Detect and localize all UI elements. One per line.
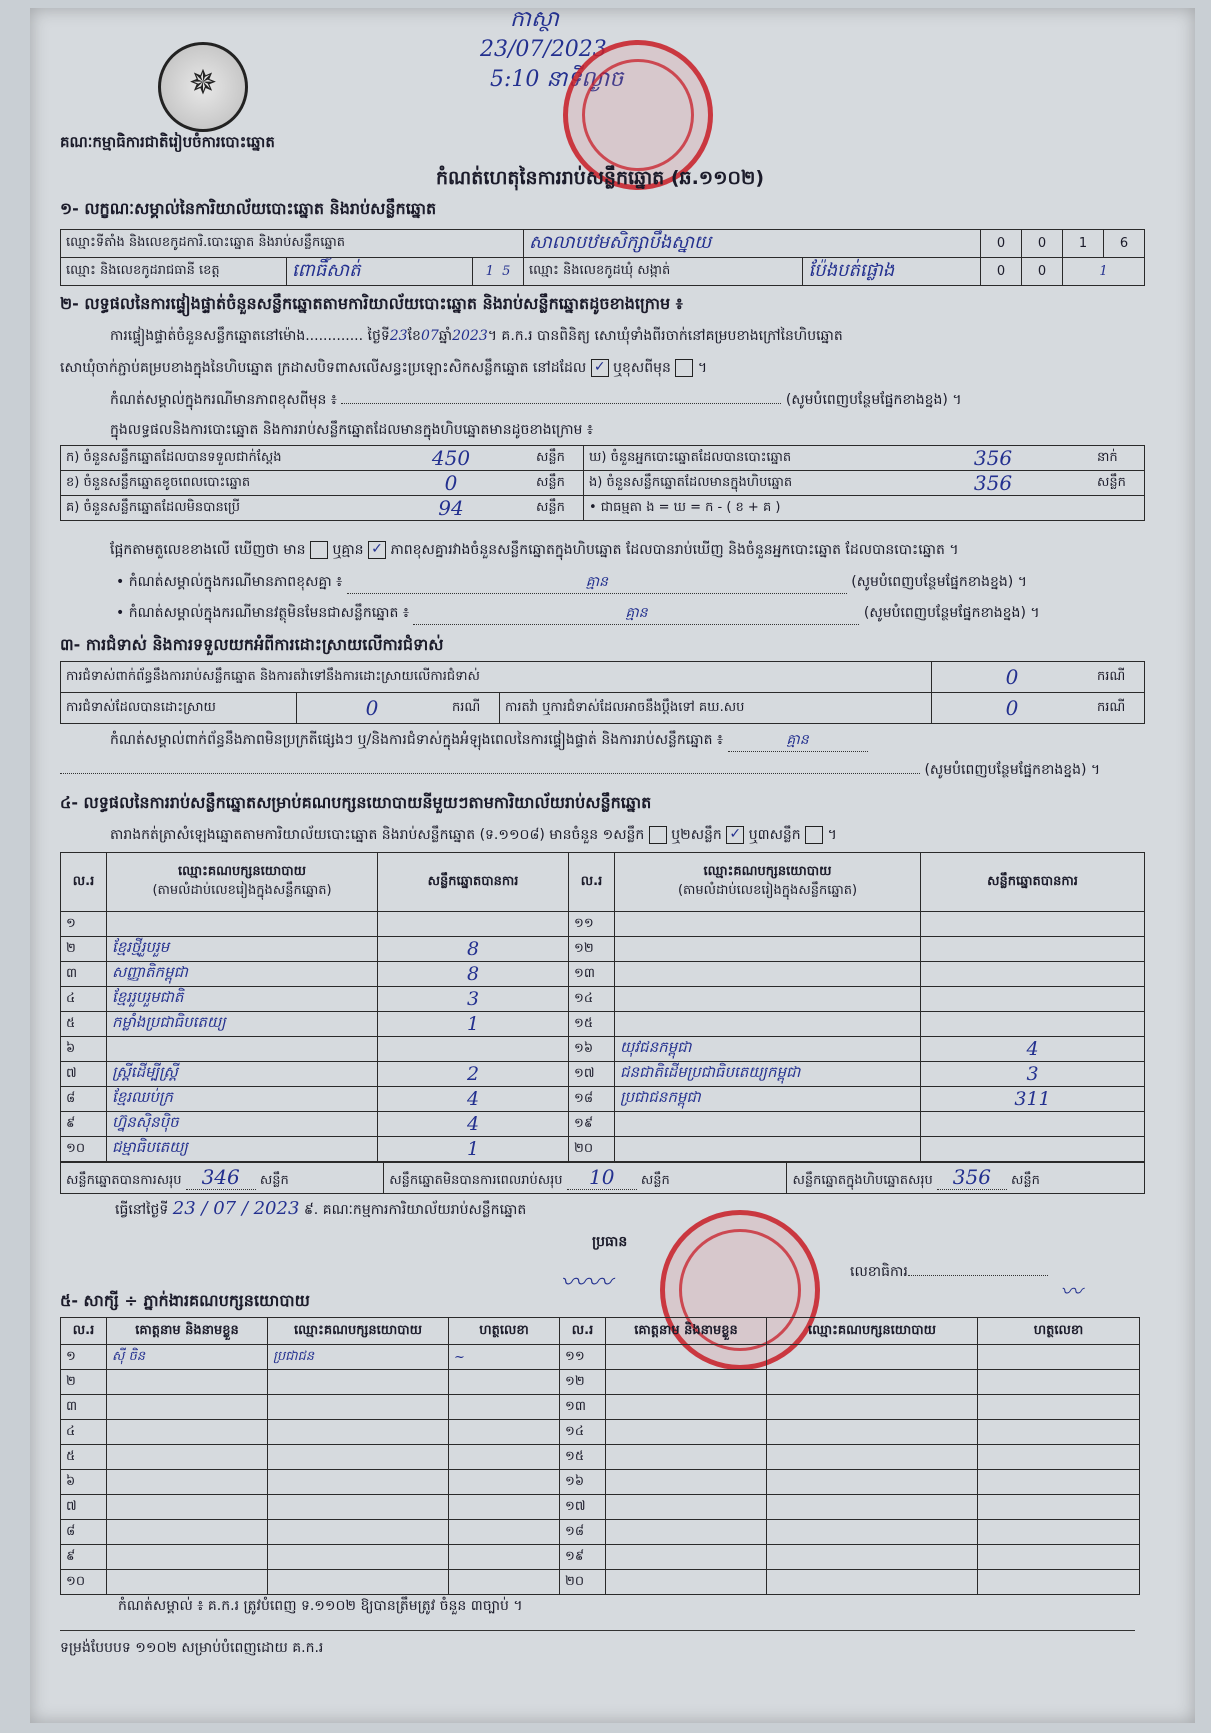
witness-party	[767, 1520, 978, 1545]
commune-value: ប៉ែងបត់ផ្លោង	[803, 258, 981, 286]
handwritten-note: កាស្ថា 23/07/2023 5:10 នាទីល្ងាច	[480, 7, 624, 92]
signing-date: ធ្វើនៅថ្ងៃទី 23 / 07 / 2023 ៩. គណៈកម្មការការិយាល័យរាប់សន្លឹកឆ្នោត	[115, 1198, 527, 1219]
col-no: ល.រ	[61, 853, 107, 912]
row-no: ១៦	[569, 1037, 615, 1062]
row-no: ១៣	[560, 1395, 606, 1420]
row-no: ១៧	[569, 1062, 615, 1087]
witness-name	[107, 1470, 268, 1495]
resolved-label: ការជំទាស់ដែលបានដោះស្រាយ	[61, 693, 297, 724]
province-value: ពោធិ៍សាត់	[287, 258, 473, 286]
col-party: ឈ្មោះគណបក្សនយោបាយ (តាមលំដាប់លេខរៀងក្នុងសន្លឹកឆ្នោត)	[615, 853, 921, 912]
witness-party	[767, 1420, 978, 1445]
vote-count	[921, 937, 1145, 962]
witness-name	[107, 1570, 268, 1595]
witness-signature	[978, 1470, 1140, 1495]
row-no: ៦	[61, 1470, 107, 1495]
witness-signature	[449, 1420, 560, 1445]
party-name: ស្ត្រីដើម្បីស្ត្រី	[107, 1062, 378, 1087]
footnote: កំណត់សម្គាល់ ៖ គ.ក.រ ត្រូវបំពេញ ទ.១១០២ ឱ្យបានត្រឹមត្រូវ ចំនួន ៣ច្បាប់ ។	[118, 1598, 523, 1614]
row-no: ២០	[569, 1137, 615, 1162]
witness-name	[606, 1445, 767, 1470]
count-value: 94	[371, 496, 531, 521]
witness-signature	[449, 1520, 560, 1545]
col-name: គោត្តនាម និងនាមខ្លួន	[606, 1318, 767, 1345]
vote-count: 1	[378, 1012, 569, 1037]
count-value: 0	[371, 471, 531, 496]
witness-party	[268, 1545, 449, 1570]
count-label: ខ) ចំនួនសន្លឹកឆ្នោតខូចពេលបោះឆ្នោត	[61, 471, 372, 496]
witness-signature: ~	[449, 1345, 560, 1370]
witness-party	[767, 1445, 978, 1470]
row-no: ១៥	[560, 1445, 606, 1470]
row-no: ១១	[569, 912, 615, 937]
row-no: ១៧	[560, 1495, 606, 1520]
row-no: ១៩	[560, 1545, 606, 1570]
row-no: ៧	[61, 1495, 107, 1520]
witness-name	[606, 1395, 767, 1420]
table-row	[61, 1545, 1140, 1570]
row-no: ១៥	[569, 1012, 615, 1037]
table-row	[61, 1445, 1140, 1470]
party-results-table	[60, 852, 1145, 1162]
foreign-object-note: • កំណត់សម្គាល់ក្នុងករណីមានវត្ថុមិនមែនជាសន្លឹកឆ្នោត ៖ គ្មាន (សូមបំពេញបន្ថែមផ្នែកខាងខ្នង) ។	[116, 603, 1146, 625]
witness-signature	[978, 1345, 1140, 1370]
party-name: ហ្វ៊ុនស៊ិនប៉ិច	[107, 1112, 378, 1137]
two-sheets-checkbox: ✓	[726, 826, 744, 844]
witness-party	[268, 1420, 449, 1445]
party-name: ខ្មែររួបរួមជាតិ	[107, 987, 378, 1012]
commune-code-digit: 0	[981, 258, 1022, 286]
witness-signature	[978, 1370, 1140, 1395]
witness-name: ស៊ី ចិន	[107, 1345, 268, 1370]
table-row	[61, 962, 1145, 987]
table-row	[61, 1470, 1140, 1495]
witness-party	[767, 1370, 978, 1395]
count-unit: សន្លឹក	[531, 471, 584, 496]
table-row	[61, 937, 1145, 962]
witness-name	[606, 1545, 767, 1570]
party-name: សញ្ញាតិកម្ពុជា	[107, 962, 378, 987]
witness-name	[107, 1495, 268, 1520]
appeal-unit: ករណី	[1092, 693, 1145, 724]
col-no: ល.រ	[560, 1318, 606, 1345]
row-no: ២	[61, 1370, 107, 1395]
party-name: ជនជាតិដើមប្រជាធិបតេយ្យកម្ពុជា	[615, 1062, 921, 1087]
station-name-value: សាលាបឋមសិក្សាបឹងស្នាយ	[524, 230, 981, 258]
vote-count: 8	[378, 937, 569, 962]
party-name	[615, 912, 921, 937]
note-difference: កំណត់សម្គាល់ក្នុងករណីមានភាពខុសពីមុន ៖ (សូមបំពេញបន្ថែមផ្នែកខាងខ្នង) ។	[110, 392, 962, 408]
vote-count: 3	[921, 1062, 1145, 1087]
appeal-count: 0	[932, 693, 1093, 724]
tally-sheet-count: តារាងកត់ត្រាសំឡេងឆ្នោតតាមការិយាល័យបោះឆ្នោត និងរាប់សន្លឹកឆ្នោត (ទ.១១០៨) មានចំនួន ១សន្លឹក ឬ២សន្លឹក ✓ ឬ៣សន្លឹក ។	[110, 826, 837, 843]
col-no: ល.រ	[569, 853, 615, 912]
vote-count	[921, 1112, 1145, 1137]
witness-signature	[978, 1395, 1140, 1420]
witness-signature	[449, 1495, 560, 1520]
witness-party	[767, 1470, 978, 1495]
col-votes: សន្លឹកឆ្នោតបានការ	[921, 853, 1145, 912]
footer-divider	[60, 1630, 1135, 1631]
three-sheets-checkbox	[805, 826, 823, 844]
witness-name	[606, 1520, 767, 1545]
vote-count: 8	[378, 962, 569, 987]
row-no: ៩	[61, 1112, 107, 1137]
objection-table	[60, 661, 1145, 724]
verification-paragraph: ការផ្ទៀងផ្ទាត់ចំនួនសន្លឹកឆ្នោតនៅម៉ោង............. ថ្ងៃទី23ខែ07ឆ្នាំ2023។ គ.ក.រ បានពិនិត្យ សោឃុំទាំងពីរចាក់នៅគម្របខាងក្រៅនៃហិបឆ្នោត	[110, 328, 843, 344]
unchanged-checkbox: ✓	[591, 359, 609, 377]
table-row	[61, 1112, 1145, 1137]
table-row	[61, 1420, 1140, 1445]
vote-count: 1	[378, 1137, 569, 1162]
vote-count	[921, 912, 1145, 937]
table-row	[61, 1395, 1140, 1420]
party-name	[615, 987, 921, 1012]
witness-name	[107, 1545, 268, 1570]
witness-signature	[449, 1370, 560, 1395]
commune-label: ឈ្មោះ និងលេខកូដឃុំ សង្កាត់	[524, 258, 803, 286]
row-no: ១១	[560, 1345, 606, 1370]
row-no: ៥	[61, 1445, 107, 1470]
appeal-label: ការតវ៉ា ឬការជំទាស់ដែលអាចនឹងប្តឹងទៅ គឃ.សប	[500, 693, 932, 724]
count-unit: សន្លឹក	[1092, 471, 1145, 496]
count-value: 450	[371, 446, 531, 471]
objection-unit: ករណី	[1092, 662, 1145, 693]
commune-code-digit: 0	[1022, 258, 1063, 286]
witness-signature	[978, 1545, 1140, 1570]
one-sheet-checkbox	[649, 826, 667, 844]
changed-checkbox	[675, 359, 693, 377]
irregularity-note: កំណត់សម្គាល់ពាក់ព័ន្ធនឹងភាពមិនប្រក្រតីផ្សេងៗ ឬ/និងការជំទាស់ក្នុងអំឡុងពេលនៃការផ្ទៀងផ្ទាត់ និងការរាប់សន្លឹកឆ្នោត ៖ គ្មាន	[110, 730, 1150, 752]
witness-name	[107, 1520, 268, 1545]
station-code-digit: 1	[1063, 230, 1104, 258]
section1-heading: ១- លក្ខណៈសម្គាល់នៃការិយាល័យបោះឆ្នោត និងរាប់សន្លឹកឆ្នោត	[60, 199, 437, 218]
witness-name	[606, 1570, 767, 1595]
counting-intro: ក្នុងលទ្ធផលនិងការបោះឆ្នោត និងការរាប់សន្លឹកឆ្នោតដែលមានក្នុងហិបឆ្នោតមានដូចខាងក្រោម ៖	[110, 422, 594, 438]
row-no: ១២	[569, 937, 615, 962]
row-no: ៩	[61, 1545, 107, 1570]
table-row	[61, 1370, 1140, 1395]
row-no: ១	[61, 1345, 107, 1370]
witness-party	[268, 1470, 449, 1495]
witness-party	[268, 1495, 449, 1520]
station-info-table	[60, 229, 1145, 286]
witness-party	[268, 1520, 449, 1545]
col-party: ឈ្មោះគណបក្សនយោបាយ	[268, 1318, 449, 1345]
count-label: ក) ចំនួនសន្លឹកឆ្នោតដែលបានទទួលជាក់ស្តែង	[61, 446, 372, 471]
vote-count: 2	[378, 1062, 569, 1087]
witness-name	[107, 1395, 268, 1420]
col-name: គោត្តនាម និងនាមខ្លួន	[107, 1318, 268, 1345]
witness-name	[107, 1445, 268, 1470]
witness-party	[268, 1570, 449, 1595]
station-code-digit: 0	[1022, 230, 1063, 258]
vote-count	[921, 962, 1145, 987]
table-row	[61, 1062, 1145, 1087]
party-name	[615, 1137, 921, 1162]
party-name	[615, 1012, 921, 1037]
witness-party	[268, 1445, 449, 1470]
count-value: 356	[894, 471, 1092, 496]
vote-count: 3	[378, 987, 569, 1012]
col-votes: សន្លឹកឆ្នោតបានការ	[378, 853, 569, 912]
total-in-box: សន្លឹកឆ្នោតក្នុងហិបឆ្នោតសរុប 356 សន្លឹក	[787, 1163, 1145, 1194]
vote-count: 4	[378, 1087, 569, 1112]
witness-signature	[978, 1495, 1140, 1520]
party-name	[615, 1112, 921, 1137]
table-row	[61, 1570, 1140, 1595]
witness-party	[767, 1570, 978, 1595]
table-row	[61, 987, 1145, 1012]
witness-name	[606, 1370, 767, 1395]
count-label: គ) ចំនួនសន្លឹកឆ្នោតដែលមិនបានប្រើ	[61, 496, 372, 521]
party-name	[107, 912, 378, 937]
section5-heading: ៥- សាក្សី ÷ ភ្នាក់ងារគណបក្សនយោបាយ	[60, 1291, 310, 1310]
total-invalid: សន្លឹកឆ្នោតមិនបានការពេលរាប់សរុប 10 សន្លឹក	[384, 1163, 787, 1194]
party-name: ជម្មាធិបតេយ្យ	[107, 1137, 378, 1162]
witness-name	[606, 1420, 767, 1445]
row-no: ១០	[61, 1137, 107, 1162]
chairperson-label: ប្រធាន	[592, 1234, 628, 1250]
irregularity-note-cont: (សូមបំពេញបន្ថែមផ្នែកខាងខ្នង) ។	[60, 760, 1150, 781]
resolved-count: 0	[297, 693, 448, 724]
witness-name	[107, 1420, 268, 1445]
witness-signature	[978, 1420, 1140, 1445]
row-no: ៣	[61, 1395, 107, 1420]
count-value: 356	[894, 446, 1092, 471]
witness-party	[767, 1495, 978, 1520]
count-label: ឃ) ចំនួនអ្នកបោះឆ្នោតដែលបានបោះឆ្នោត	[584, 446, 895, 471]
row-no: ៧	[61, 1062, 107, 1087]
row-no: ១៨	[569, 1087, 615, 1112]
count-label: ង) ចំនួនសន្លឹកឆ្នោតដែលមានក្នុងហិបឆ្នោត	[584, 471, 895, 496]
party-name	[615, 937, 921, 962]
page-title: កំណត់ហេតុនៃការរាប់សន្លឹកឆ្នោត (ឆ.១១០២)	[436, 167, 765, 189]
table-row	[61, 912, 1145, 937]
province-label: ឈ្មោះ និងលេខកូដរាជធានី ខេត្ត	[61, 258, 287, 286]
chairperson-signature: 〰〰	[560, 1268, 613, 1298]
objection-label: ការជំទាស់ពាក់ព័ន្ធនឹងការរាប់សន្លឹកឆ្នោត និងការតវ៉ាទៅនឹងការដោះស្រាយលើការជំទាស់	[61, 662, 932, 693]
witness-signature	[449, 1545, 560, 1570]
difference-note: • កំណត់សម្គាល់ក្នុងករណីមានភាពខុសគ្នា ៖ គ្មាន (សូមបំពេញបន្ថែមផ្នែកខាងខ្នង) ។	[116, 572, 1146, 594]
party-name: ខ្មែរឈប់ក្រ	[107, 1087, 378, 1112]
witness-signature	[449, 1570, 560, 1595]
table-row	[61, 1012, 1145, 1037]
col-signature: ហត្ថលេខា	[449, 1318, 560, 1345]
row-no: ២	[61, 937, 107, 962]
seal-paragraph: សោឃុំចាក់ភ្ជាប់គម្របខាងក្នុងនៃហិបឆ្នោត ក្រដាសបិទពាសលើសន្ធះប្រឡោះសិកសន្លឹកឆ្នោត នៅដដែល ✓ ឬខុសពីមុន ។	[60, 359, 708, 376]
vote-count	[921, 987, 1145, 1012]
province-code-digit: 1 5	[473, 258, 524, 286]
row-no: ៣	[61, 962, 107, 987]
witness-table	[60, 1317, 1140, 1595]
has-difference-checkbox	[310, 541, 328, 559]
vote-count	[378, 1037, 569, 1062]
station-code-digit: 0	[981, 230, 1022, 258]
vote-count	[921, 1137, 1145, 1162]
witness-signature	[449, 1395, 560, 1420]
witness-party	[767, 1545, 978, 1570]
total-valid: សន្លឹកឆ្នោតបានការសរុប 346 សន្លឹក	[61, 1163, 384, 1194]
table-row	[61, 1137, 1145, 1162]
row-no: ៨	[61, 1087, 107, 1112]
station-code-digit: 6	[1104, 230, 1145, 258]
section2-heading: ២- លទ្ធផលនៃការផ្ទៀងផ្ទាត់ចំនួនសន្លឹកឆ្នោតតាមការិយាល័យបោះឆ្នោត និងរាប់សន្លឹកឆ្នោតដូចខាងក្រោម ៖	[60, 294, 683, 313]
resolved-unit: ករណី	[447, 693, 500, 724]
party-name: យុវជនកម្ពុជា	[615, 1037, 921, 1062]
vote-count	[378, 912, 569, 937]
party-name: ខ្មែរថ្មីរួបរួម	[107, 937, 378, 962]
vote-count: 4	[921, 1037, 1145, 1062]
col-signature: ហត្ថលេខា	[978, 1318, 1140, 1345]
witness-party	[767, 1345, 978, 1370]
secretary-signature: 〰	[1060, 1280, 1083, 1305]
witness-signature	[978, 1520, 1140, 1545]
row-no: ១	[61, 912, 107, 937]
witness-name	[606, 1345, 767, 1370]
formula-note: • ជាធម្មតា ង = ឃ = ក - ( ខ + គ )	[584, 496, 1145, 521]
vote-count: 311	[921, 1087, 1145, 1112]
ballot-count-table	[60, 445, 1145, 521]
witness-signature	[449, 1445, 560, 1470]
table-row	[61, 1087, 1145, 1112]
witness-name	[606, 1470, 767, 1495]
table-row	[61, 1037, 1145, 1062]
witness-signature	[978, 1445, 1140, 1470]
row-no: ១៤	[569, 987, 615, 1012]
party-name: កម្លាំងប្រជាធិបតេយ្យ	[107, 1012, 378, 1037]
witness-signature	[978, 1570, 1140, 1595]
row-no: ១២	[560, 1370, 606, 1395]
witness-signature	[449, 1470, 560, 1495]
row-no: ៦	[61, 1037, 107, 1062]
secretary-label: លេខាធិការ	[850, 1262, 1048, 1283]
col-party: ឈ្មោះគណបក្សនយោបាយ (តាមលំដាប់លេខរៀងក្នុងសន្លឹកឆ្នោត)	[107, 853, 378, 912]
witness-name	[107, 1370, 268, 1395]
row-no: ១៦	[560, 1470, 606, 1495]
row-no: ១០	[61, 1570, 107, 1595]
party-name	[107, 1037, 378, 1062]
row-no: ៥	[61, 1012, 107, 1037]
vote-totals	[60, 1162, 1145, 1194]
row-no: ១៤	[560, 1420, 606, 1445]
witness-party	[268, 1370, 449, 1395]
row-no: ៤	[61, 987, 107, 1012]
table-row	[61, 1345, 1140, 1370]
witness-party	[767, 1395, 978, 1420]
station-name-label: ឈ្មោះទីតាំង និងលេខកូដការិ.បោះឆ្នោត និងរាប់សន្លឹកឆ្នោត	[61, 230, 524, 258]
row-no: ១៨	[560, 1520, 606, 1545]
row-no: ៨	[61, 1520, 107, 1545]
row-no: ១៣	[569, 962, 615, 987]
party-name	[615, 962, 921, 987]
row-no: ៤	[61, 1420, 107, 1445]
objection-count: 0	[932, 662, 1093, 693]
vote-count: 4	[378, 1112, 569, 1137]
row-no: ២០	[560, 1570, 606, 1595]
party-name: ប្រជាជនកម្ពុជា	[615, 1087, 921, 1112]
col-party: ឈ្មោះគណបក្សនយោបាយ	[767, 1318, 978, 1345]
witness-name	[606, 1495, 767, 1520]
count-unit: សន្លឹក	[531, 446, 584, 471]
col-no: ល.រ	[61, 1318, 107, 1345]
count-unit: នាក់	[1092, 446, 1145, 471]
nec-logo: ✵	[158, 42, 248, 132]
vote-count	[921, 1012, 1145, 1037]
commune-code-digit: 1	[1063, 258, 1145, 286]
witness-party: ប្រជាជន	[268, 1345, 449, 1370]
form-note: ទម្រង់បែបបទ ១១០២ សម្រាប់បំពេញដោយ គ.ក.រ	[60, 1640, 324, 1656]
count-unit: សន្លឹក	[531, 496, 584, 521]
no-difference-checkbox: ✓	[368, 541, 386, 559]
table-row	[61, 1495, 1140, 1520]
difference-statement: ផ្អែកតាមតួលេខខាងលើ ឃើញថា មាន ឬគ្មាន ✓ ភាពខុសគ្នារវាងចំនួនសន្លឹកឆ្នោតក្នុងហិបឆ្នោត ដែលបានរាប់ឃើញ និងចំនួនអ្នកបោះឆ្នោត ដែលបានបោះឆ្នោត ។	[110, 541, 959, 558]
section3-heading: ៣- ការជំទាស់ និងការទទួលយកអំពីការដោះស្រាយលើការជំទាស់	[60, 635, 444, 654]
organization-name: គណៈកម្មាធិការជាតិរៀបចំការបោះឆ្នោត	[60, 133, 275, 151]
table-row	[61, 1520, 1140, 1545]
section4-heading: ៤- លទ្ធផលនៃការរាប់សន្លឹកឆ្នោតសម្រាប់គណបក្សនយោបាយនីមួយៗតាមការិយាល័យរាប់សន្លឹកឆ្នោត	[60, 793, 652, 812]
witness-party	[268, 1395, 449, 1420]
row-no: ១៩	[569, 1112, 615, 1137]
